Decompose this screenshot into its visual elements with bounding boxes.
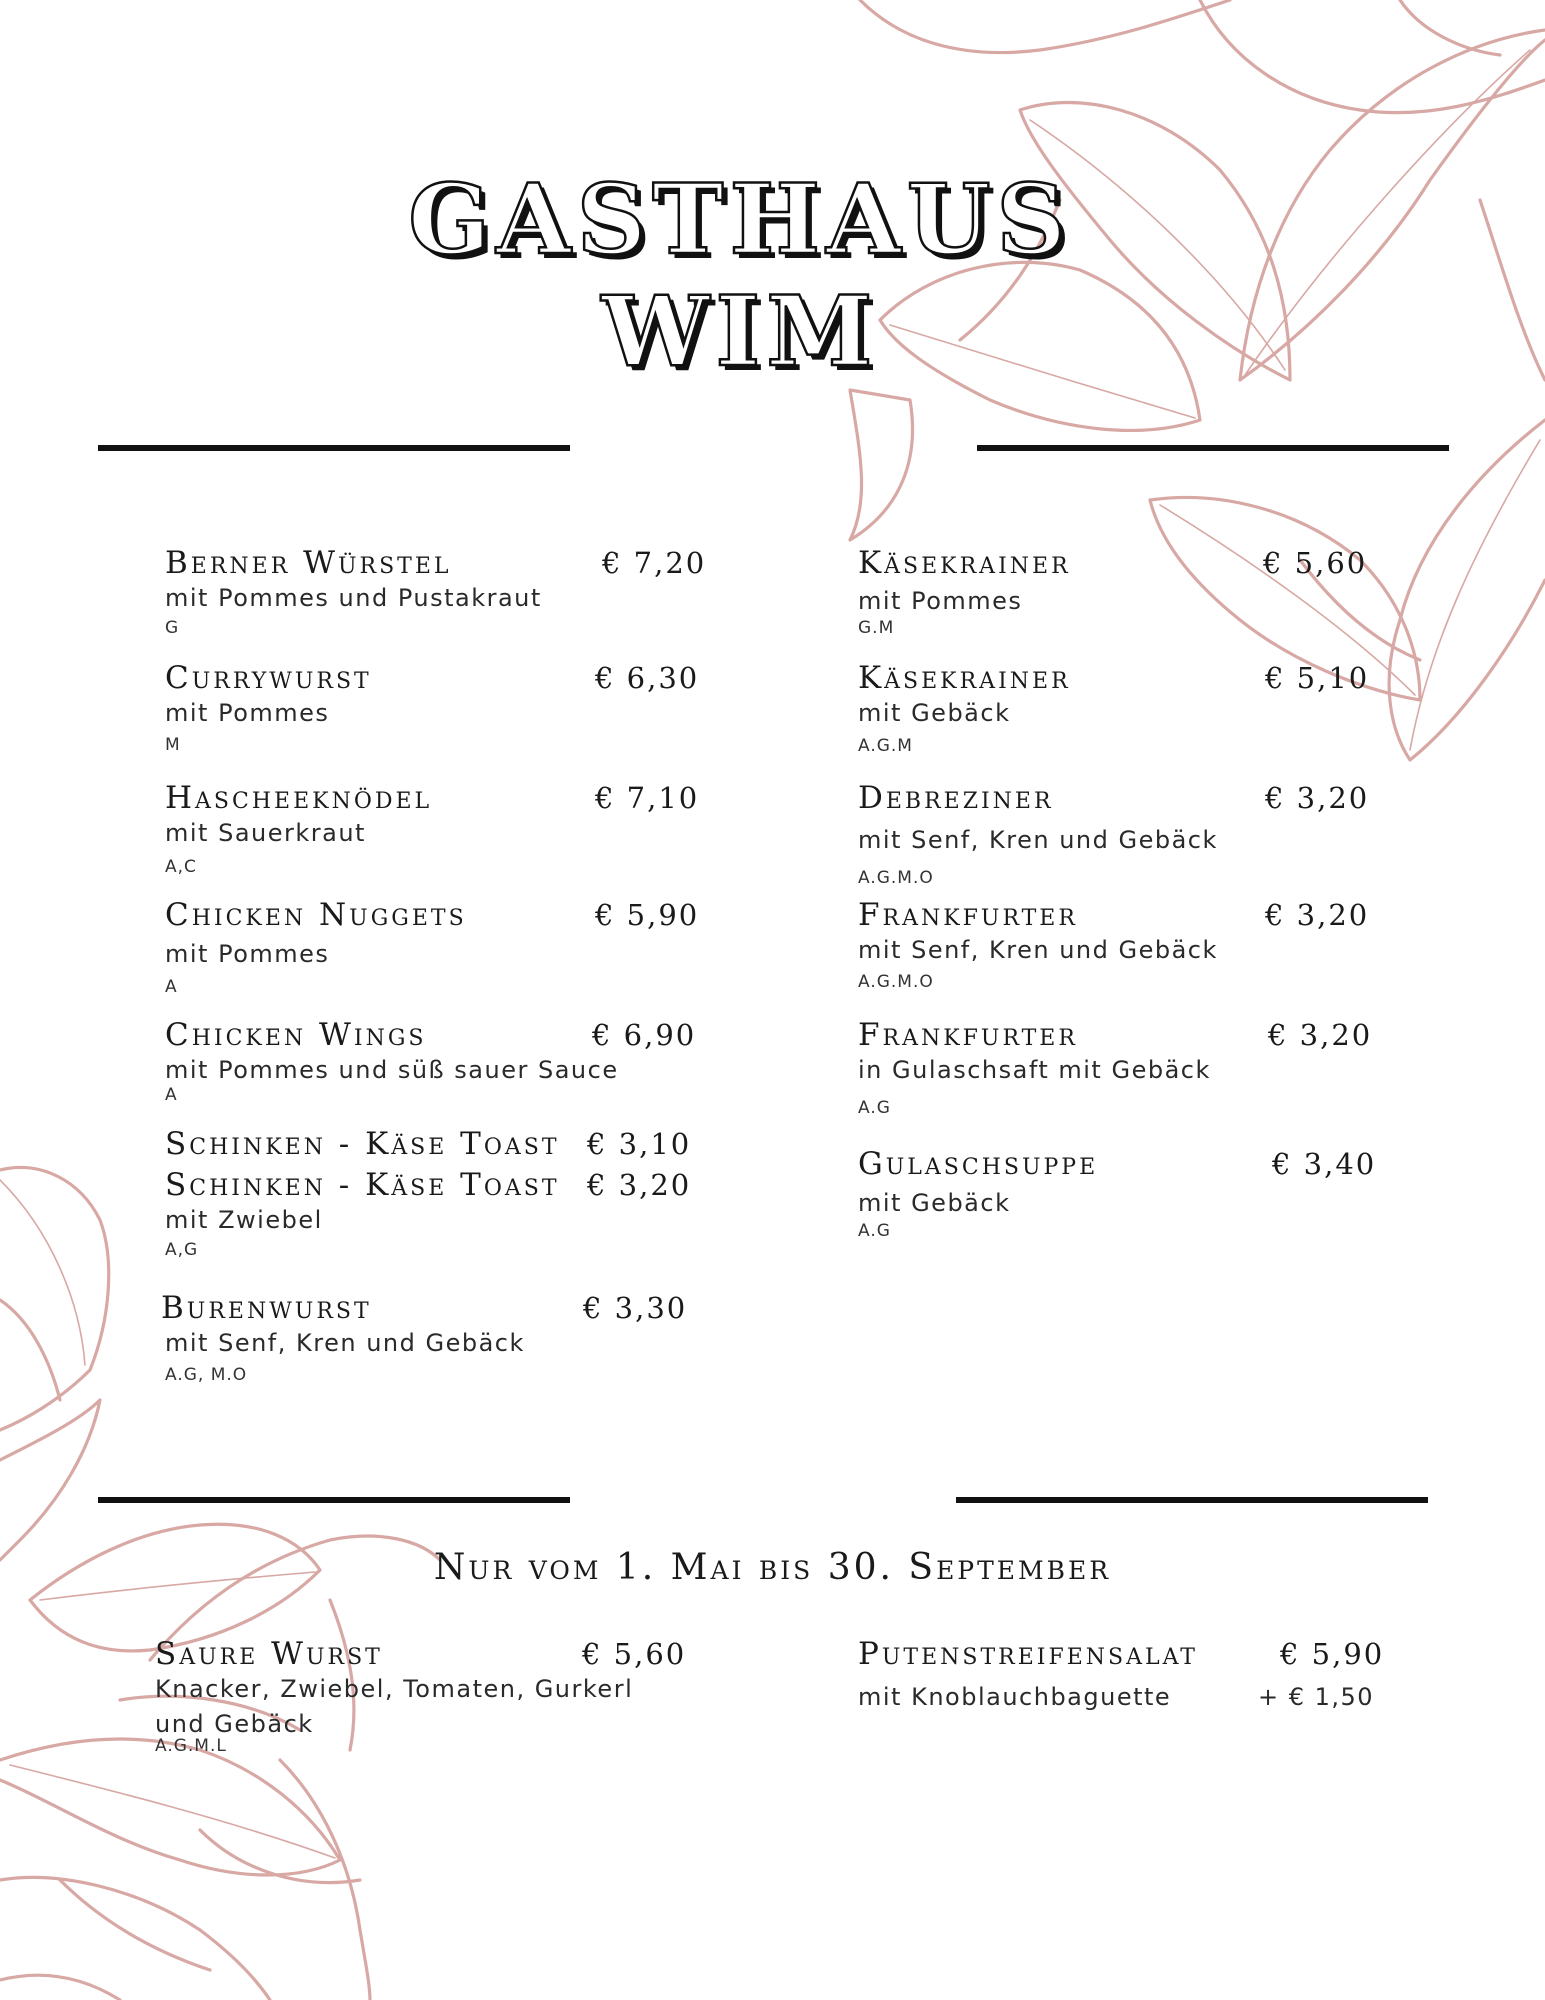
item-price: € 6,30 <box>595 661 700 695</box>
item-price: € 3,20 <box>1265 898 1370 932</box>
item-allergens: A.G.M.O <box>858 972 934 992</box>
item-price: € 5,90 <box>1280 1637 1385 1671</box>
item-name: Frankfurter <box>858 1017 1078 1053</box>
item-description: mit Knoblauchbaguette <box>858 1683 1172 1711</box>
item-price: € 7,20 <box>602 546 707 580</box>
item-description: mit Gebäck <box>858 699 1011 727</box>
item-allergens: G.M <box>858 618 895 638</box>
item-description: mit Pommes und Pustakraut <box>165 584 542 612</box>
item-allergens: A <box>165 1085 178 1105</box>
item-description: mit Pommes <box>165 940 330 968</box>
item-description: mit Sauerkraut <box>165 819 366 847</box>
item-price: € 5,60 <box>1263 546 1368 580</box>
item-description: mit Pommes <box>165 699 330 727</box>
item-name: Käsekrainer <box>858 545 1071 581</box>
item-price: € 3,20 <box>587 1168 692 1202</box>
item-description: mit Senf, Kren und Gebäck <box>165 1329 525 1357</box>
item-name: Saure Wurst <box>155 1636 383 1672</box>
item-price: € 3,20 <box>1265 781 1370 815</box>
item-name: Debreziner <box>858 780 1054 816</box>
item-allergens: A.G <box>858 1098 891 1118</box>
item-price: € 5,60 <box>582 1637 687 1671</box>
item-description: mit Pommes <box>858 587 1023 615</box>
item-name: Chicken Nuggets <box>165 897 467 933</box>
item-allergens: G <box>165 618 180 638</box>
item-name: Currywurst <box>165 660 372 696</box>
item-name: Frankfurter <box>858 897 1078 933</box>
item-price: € 3,10 <box>587 1127 692 1161</box>
item-allergens: A,G <box>165 1240 199 1260</box>
item-name: Burenwurst <box>161 1290 372 1326</box>
item-price: € 5,10 <box>1265 661 1370 695</box>
item-description: mit Zwiebel <box>165 1206 323 1234</box>
item-allergens: A.G.M.O <box>858 868 934 888</box>
item-name: Käsekrainer <box>858 660 1071 696</box>
item-description: mit Gebäck <box>858 1189 1011 1217</box>
item-allergens: A <box>165 977 178 997</box>
item-allergens: M <box>165 735 181 755</box>
item-name: Schinken - Käse Toast <box>165 1126 560 1162</box>
item-description: Knacker, Zwiebel, Tomaten, Gurkerl <box>155 1675 634 1703</box>
item-name: Berner Würstel <box>165 545 452 581</box>
divider-bottom-left <box>98 1497 570 1503</box>
item-name: Schinken - Käse Toast <box>165 1167 560 1203</box>
item-price: € 7,10 <box>595 781 700 815</box>
item-name: Chicken Wings <box>165 1017 427 1053</box>
item-price: € 3,20 <box>1268 1018 1373 1052</box>
divider-top-right <box>977 445 1449 451</box>
extra-price: + € 1,50 <box>1258 1683 1375 1711</box>
item-description: in Gulaschsaft mit Gebäck <box>858 1056 1211 1084</box>
item-description: mit Pommes und süß sauer Sauce <box>165 1056 619 1084</box>
page-title-line1: GASTHAUS <box>408 163 1072 276</box>
item-name: Gulaschsuppe <box>858 1146 1099 1182</box>
item-name: Hascheeknödel <box>165 780 433 816</box>
item-price: € 6,90 <box>592 1018 697 1052</box>
item-description: mit Senf, Kren und Gebäck <box>858 826 1218 854</box>
item-description: mit Senf, Kren und Gebäck <box>858 936 1218 964</box>
item-allergens: A,C <box>165 857 197 877</box>
item-allergens: A.G <box>858 1221 891 1241</box>
item-allergens: A.G.M.L <box>155 1736 227 1756</box>
divider-top-left <box>98 445 570 451</box>
item-allergens: A.G.M <box>858 736 913 756</box>
item-name: Putenstreifensalat <box>858 1636 1198 1672</box>
item-price: € 3,40 <box>1272 1147 1377 1181</box>
page-title-line2: WIM <box>601 275 879 388</box>
seasonal-heading: Nur vom 1. Mai bis 30. September <box>433 1547 1112 1588</box>
item-description-continued: und Gebäck <box>155 1710 314 1738</box>
item-price: € 5,90 <box>595 898 700 932</box>
divider-bottom-right <box>956 1497 1428 1503</box>
item-price: € 3,30 <box>583 1291 688 1325</box>
item-allergens: A.G, M.O <box>165 1365 248 1385</box>
